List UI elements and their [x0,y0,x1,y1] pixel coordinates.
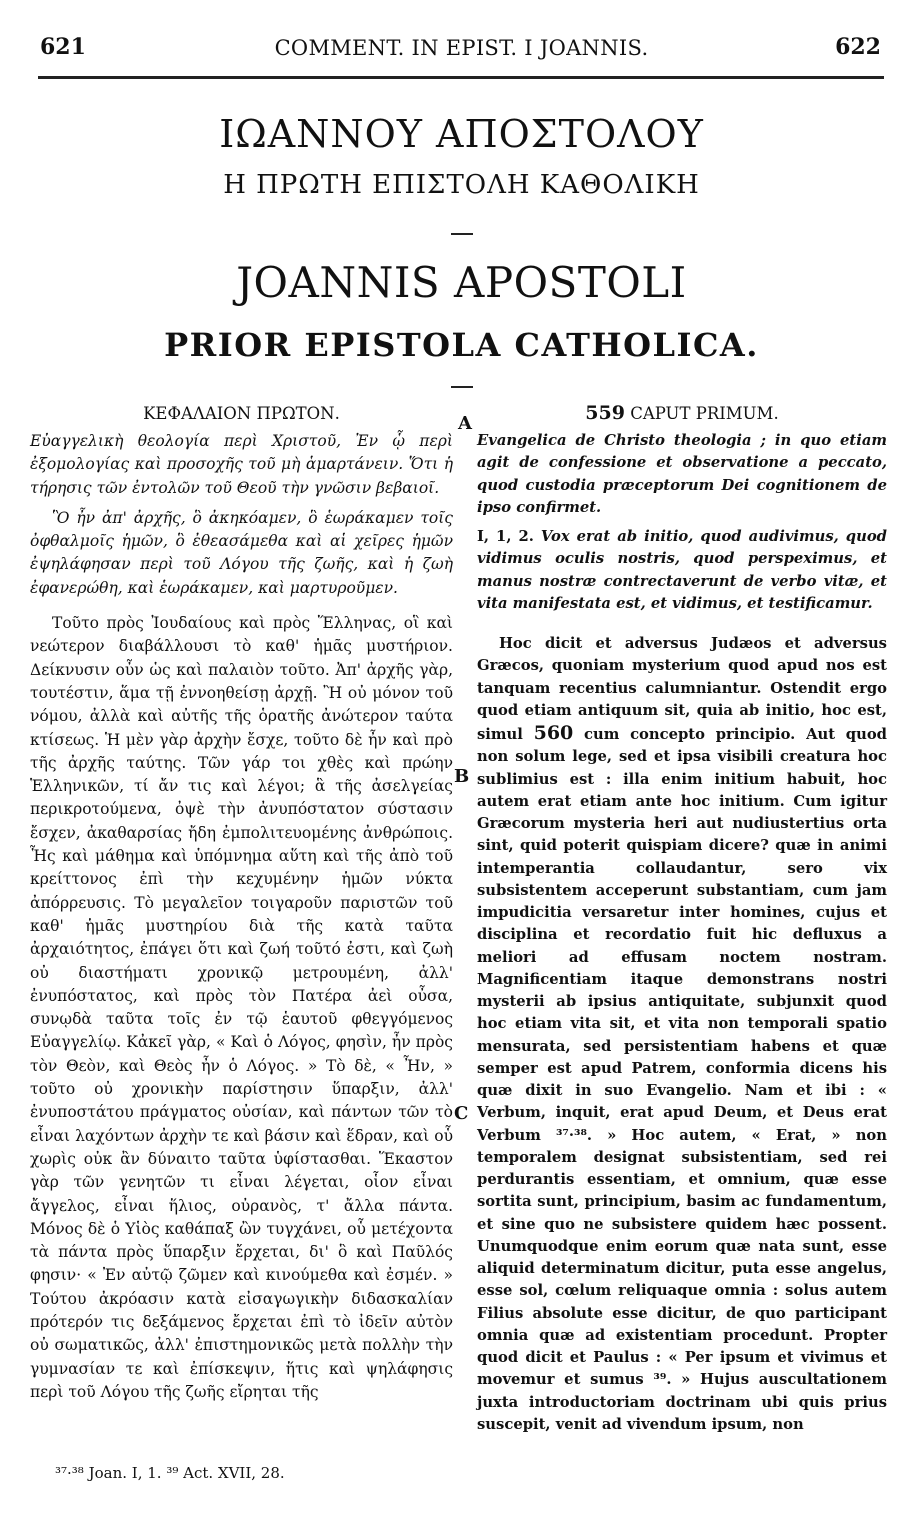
greek-title: ΙΩΑΝΝΟΥ ΑΠΟΣΤΟΛΟΥ [219,112,704,156]
latin-commentary-part2: cum concepto principio. Aut quod non solum lege, sed et ipsa visibili creatura hoc sublimius est : illa enim initium habuit, hoc autem erat etiam ante hoc initium. Cum igitur Græcorum mysteria heri aut nudiustertius orta sint, quid poterit quispiam dicere? quæ in animi intemperantia collaudantur, sero vix subsistentem acceperunt substantiam, cum jam impudicitia versaretur inter homines, cujus et disciplina et recordatio fuit hic defluxus a meliori ad effusam noctem nostram. Magnificentiam itaque demonstrans nostri mysterii ab ipsius antiquitate, subjunxit quod hoc etiam vita sit, et vita non temporali spatio mensurata, sed persistentiam habens et quæ semper est apud Patrem, conformia dicens his quæ dixit in suo Evangelio. Nam et ibi : « Verbum, inquit, erat apud Deum, et Deus erat Verbum ³⁷·³⁸. » Hoc autem, « Erat, » non temporalem designat subsistentiam, sed rei perdurantis essentiam, et omnium, quæ esse sortita sunt, principium, basim ac fundamentum, et sine quo ne subsistere quidem hæc possent. Unumquodque enim eorum quæ nata sunt, esse aliquid determinatum dicitur, puta esse angelus, esse sol, cœlum reliquaque omnia : solus autem Filius absolute esse dicitur, de quo participant omnia quæ ad existentiam procedunt. Propter quod dicit et Paulus : « Per ipsum et vivimus et movemur et sumus ³⁹. » Hujus auscultationem juxta introductoriam doctrinam ubi quis prius suscepit, venit ad vivendum ipsum, non [477,726,887,1433]
greek-chapter-heading: ΚΕΦΑΛΑΙΟΝ ΠΡΩΤΟΝ. [143,404,340,423]
greek-verse: Ὃ ἦν ἀπ' ἀρχῆς, ὃ ἀκηκόαμεν, ὃ ἑωράκαμεν τοῖς ὀφθαλμοῖς ἡμῶν, ὃ ἐθεασάμεθα καὶ αἱ χεῖρες ἡμῶν ἐψηλάφησαν περὶ τοῦ Λόγου τῆς ζωῆς, καὶ ἡ ζωὴ ἐφανερώθη, καὶ ἑωράκαμεν, καὶ μαρτυροῦμεν. [30,508,453,597]
greek-subtitle: Η ΠΡΩΤΗ ΕΠΙΣΤΟΛΗ ΚΑΘΟΛΙΚΗ [223,170,700,200]
title-divider [451,233,473,235]
greek-column [30,402,453,1404]
latin-subtitle: PRIOR EPISTOLA CATHOLICA. [164,326,759,364]
page-number-left: 621 [40,34,86,60]
margin-marker-b: B [454,766,470,787]
latin-chapter-heading [477,402,887,424]
latin-verse-text: Vox erat ab initio, quod audivimus, quod vidimus oculis nostris, quod perspeximus, et manus nostræ contrectaverunt de verbo vitæ, et vita manifestata est, et vidimus, et testificamur. [477,528,887,612]
latin-title: JOANNIS APOSTOLI [236,258,687,307]
column-number: 560 [533,722,574,744]
running-title: COMMENT. IN EPIST. I JOANNIS. [274,36,649,60]
column-number: 559 [585,402,625,424]
margin-marker-c: C [454,1103,469,1124]
title-divider [451,386,473,388]
greek-commentary: Τοῦτο πρὸς Ἰουδαίους καὶ πρὸς Ἕλληνας, οἳ καὶ νεώτερον διαβάλλουσι τὸ καθ' ἡμᾶς μυστήριον. Δείκνυσιν οὖν ὡς καὶ παλαιὸν τοῦτο. Ἀπ' ἀρχῆς γὰρ, τουτέστιν, ἅμα τῇ ἐννοηθείσῃ ἀρχῇ. Ἢ οὐ μόνον τοῦ νόμου, ἀλλὰ καὶ αὐτῆς τῆς ὁρατῆς ἀνώτερον ταύτα κτίσεως. Ἡ μὲν γὰρ ἀρχὴν ἔσχε, τοῦτο δὲ ἦν καὶ πρὸ τῆς ἀρχῆς ταύτης. Τῶν γάρ τοι χθὲς καὶ πρώην Ἑλληνικῶν, τί ἄν τις καὶ λέγοι; ἃ τῆς ἀσελγείας περικροτούμενα, ὀψὲ τὴν ἀνυπόστατον σύστασιν ἔσχεν, ἀκαθαρσίας ἤδη ἐμπολιτευομένης ἀνθρώποις. Ἧς καὶ μάθημα καὶ ὑπόμνημα αὕτη καὶ τῆς ἀπὸ τοῦ κρείττονος ἐπὶ τὴν κεχυμένην ἡμῶν νύκτα ἀπόρρευσις. Τὸ μεγαλεῖον τοιγαροῦν παριστῶν τοῦ καθ' ἡμᾶς μυστηρίου διὰ τῆς κατὰ ταῦτα ἀρχαιότητος, ἐπάγει ὅτι καὶ ζωή τοῦτό ἐστι, καὶ ζωὴ οὐ διαστήματι χρονικῷ μετρουμένη, ἀλλ' ἐνυπόστατος, καὶ πρὸς τὸν Πατέρα ἀεὶ οὖσα, συνῳδὰ ταῦτα τοῖς ἐν τῷ ἑαυτοῦ φθεγγόμενος Εὐαγγελίῳ. Κἀκεῖ γὰρ, « Καὶ ὁ Λόγος, φησὶν, ἦν πρὸς τὸν Θεὸν, καὶ Θεὸς ἦν ὁ Λόγος. » Τὸ δὲ, « Ἦν, » τοῦτο οὐ χρονικὴν παρίστησιν ὕπαρξιν, ἀλλ' ἐνυποστάτου πράγματος οὐσίαν, καὶ πάντων τῶν τὸ εἶναι λαχόντων ἀρχὴν τε καὶ βάσιν καὶ ἕδραν, καὶ οὗ χωρὶς οὐκ ἂν δύναιτο ταῦτα ὑφίστασθαι. Ἕκαστον γὰρ τῶν γενητῶν τι εἶναι λέγεται, οἷον εἶναι ἄγγελος, εἶναι ἥλιος, οὐρανὸς, τ' ἄλλα πάντα. Μόνος δὲ ὁ Υἱὸς καθάπαξ ὢν τυγχάνει, οὗ μετέχοντα τὰ πάντα πρὸς ὕπαρξιν ἔρχεται, δι' ὃ καὶ Παῦλός φησιν· « Ἐν αὐτῷ ζῶμεν καὶ κινούμεθα καὶ ἐσμέν. » Τούτου ἀκρόασιν κατὰ εἰσαγωγικὴν διδασκαλίαν πρότερόν τις δεξάμενος ἔρχεται ἐπὶ τὸ ἰδεῖν αὐτὸν οὐ σωματικῶς, ἀλλ' ἐπιστημονικῶς μετὰ πολλὴν τὴν γυμνασίαν τε καὶ ἐπίσκεψιν, ἥτις καὶ ψηλάφησις περὶ τοῦ Λόγου τῆς ζωῆς εἴρηται τῆς [30,614,453,1401]
margin-marker-a: A [458,413,472,434]
latin-verse [477,526,887,615]
verse-reference: I, 1, 2. [477,528,534,545]
latin-commentary-part1: Hoc dicit et adversus Judæos et adversus Græcos, quoniam mysterium quod apud nos est tanquam recentius calumniantur. Ostendit ergo quod etiam antiquum sit, quia ab initio, hoc est, simul [477,635,887,743]
greek-argument: Εὐαγγελικὴ θεολογία περὶ Χριστοῦ, Ἐν ᾧ περὶ ἐξομολογίας καὶ προσοχῆς τοῦ μὴ ἁμαρτάνειν. Ὅτι ἡ τήρησις τῶν ἐντολῶν τοῦ Θεοῦ τὴν γνῶσιν βεβαιοῖ. [30,432,453,497]
latin-argument: Evangelica de Christo theologia ; in quo etiam agit de confessione et observatione a peccato, quod custodia præceptorum Dei cognitionem de ipso confirmet. [477,432,887,516]
header-rule [38,76,884,79]
page-number-right: 622 [835,34,881,60]
latin-column [477,402,887,1436]
footnote: ³⁷·³⁸ Joan. I, 1. ³⁹ Act. XVII, 28. [55,1464,285,1482]
latin-commentary [477,633,887,1436]
latin-chapter-title: CAPUT PRIMUM. [630,404,779,423]
